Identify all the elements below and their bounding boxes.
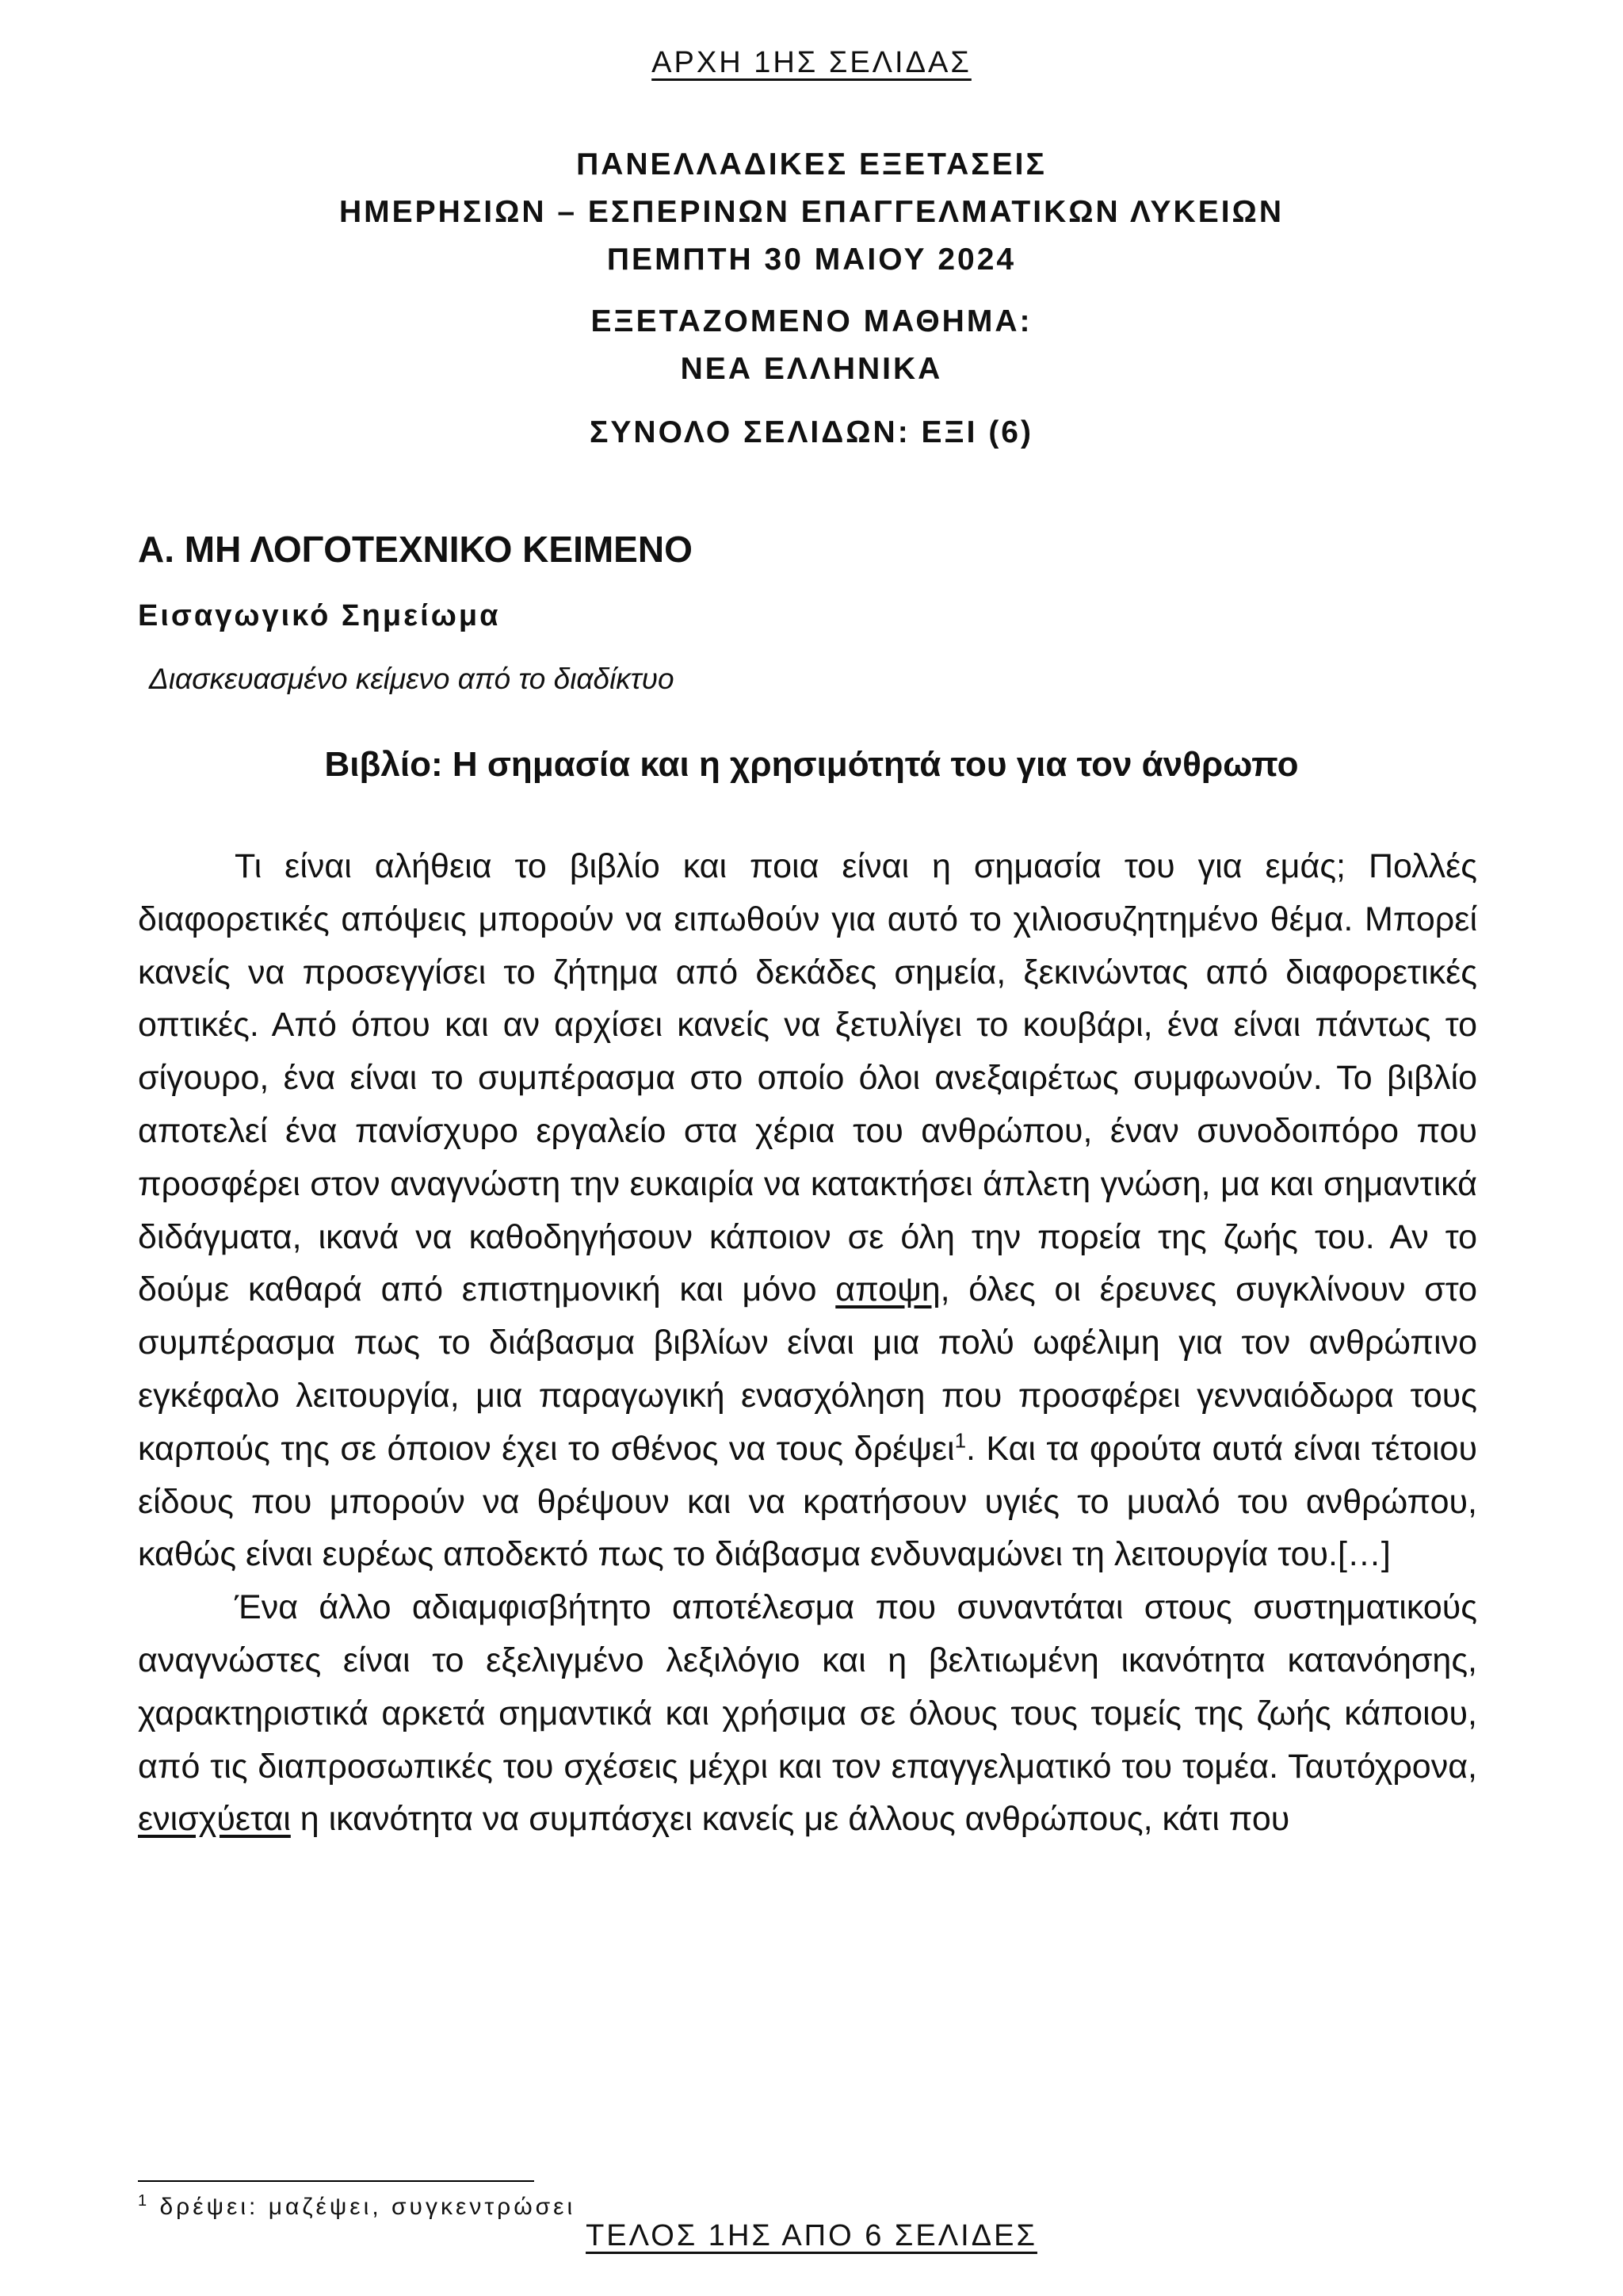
paragraph-2-text-b: η ικανότητα να συμπάσχει κανείς με άλλους ανθρώπους, κάτι που — [290, 1800, 1290, 1839]
footnote — [138, 2192, 575, 2221]
intro-label: Εισαγωγικό Σημείωμα — [138, 599, 501, 632]
article-body — [138, 840, 1477, 1846]
footnote-divider — [138, 2180, 534, 2182]
exam-subject-group — [0, 298, 1623, 393]
underlined-word-apopsi: αποψη — [835, 1270, 941, 1309]
paragraph-1-text-c: . Και τα φρούτα αυτά είναι τέτοιου είδους που μπορούν να θρέψουν και να κρατήσουν υγιές το μυαλό του ανθρώπου, καθώς είναι ευρέως αποδεκτό πως το διάβασμα ενδυναμώνει τη λειτουργία του.[…] — [138, 1429, 1477, 1574]
exam-title-line2: ΗΜΕΡΗΣΙΩΝ – ΕΣΠΕΡΙΝΩΝ ΕΠΑΓΓΕΛΜΑΤΙΚΩΝ ΛΥΚΕΙΩΝ — [339, 195, 1284, 229]
exam-pages-total: ΣΥΝΟΛΟ ΣΕΛΙΔΩΝ: ΕΞΙ (6) — [589, 415, 1033, 449]
source-note: Διασκευασμένο κείμενο από το διαδίκτυο — [149, 663, 674, 695]
page-header: ΑΡΧΗ 1ΗΣ ΣΕΛΙΔΑΣ — [651, 46, 972, 79]
footnote-mark: 1 — [138, 2192, 151, 2210]
section-title: Α. ΜΗ ΛΟΓΟΤΕΧΝΙΚΟ ΚΕΙΜΕΝΟ — [138, 529, 693, 570]
paragraph-1-text-a: Τι είναι αλήθεια το βιβλίο και ποια είναι η σημασία του για εμάς; Πολλές διαφορετικές απόψεις μπορούν να ειπωθούν για αυτό το χιλιοσυζητημένο θέμα. Μπορεί κανείς να προσεγγίσει το ζήτημα από δεκάδες σημεία, ξεκινώντας από διαφορετικές οπτικές. Από όπου και αν αρχίσει κανείς να ξετυλίγει το κουβάρι, ένα είναι πάντως το σίγουρο, ένα είναι το συμπέρασμα στο οποίο όλοι ανεξαιρέτως συμφωνούν. Το βιβλίο αποτελεί ένα πανίσχυρο εργαλείο στα χέρια του ανθρώπου, έναν συνοδοιπόρο που προσφέρει στον αναγνώστη την ευκαιρία να κατακτήσει άπλετη γνώση, μα και σημαντικά διδάγματα, ικανά να καθοδηγήσουν κάποιον σε όλη την πορεία της ζωής του. Αν το δούμε καθαρά από επιστημονική και μόνο — [138, 847, 1477, 1309]
paragraph-2-text-a: Ένα άλλο αδιαμφισβήτητο αποτέλεσμα που συναντάται στους συστηματικούς αναγνώστες είναι το εξελιγμένο λεξιλόγιο και η βελτιωμένη ικανότητα κατανόησης, χαρακτηριστικά αρκετά σημαντικά και χρήσιμα σε όλους τους τομείς της ζωής κάποιου, από τις διαπροσωπικές του σχέσεις μέχρι και τον επαγγελματικό του τομέα. Ταυτόχρονα, — [138, 1588, 1477, 1786]
exam-subject-label: ΕΞΕΤΑΖΟΜΕΝΟ ΜΑΘΗΜΑ: — [590, 304, 1033, 338]
page-footer: ΤΕΛΟΣ 1ΗΣ ΑΠΟ 6 ΣΕΛΙΔΕΣ — [586, 2219, 1037, 2252]
article-title: Βιβλίο: Η σημασία και η χρησιμότητά του για τον άνθρωπο — [324, 745, 1299, 784]
footnote-text: δρέψει: μαζέψει, συγκεντρώσει — [150, 2194, 576, 2220]
footnote-reference: 1 — [954, 1428, 967, 1453]
exam-header — [0, 141, 1623, 471]
exam-title-line1: ΠΑΝΕΛΛΑΔΙΚΕΣ ΕΞΕΤΑΣΕΙΣ — [576, 147, 1047, 181]
exam-title-group — [0, 141, 1623, 284]
exam-subject: ΝΕΑ ΕΛΛΗΝΙΚΑ — [680, 352, 943, 386]
paragraph-2 — [138, 1581, 1477, 1846]
exam-date: ΠΕΜΠΤΗ 30 ΜΑΙΟΥ 2024 — [606, 243, 1017, 277]
paragraph-1-text-b: , όλες οι έρευνες συγκλίνουν στο συμπέρασμα πως το διάβασμα βιβλίων είναι μια πολύ ωφέλιμη για τον ανθρώπινο εγκέφαλο λειτουργία, μια παραγωγική ενασχόληση που προσφέρει γενναιόδωρα τους καρπούς της σε όποιον έχει το σθένος να τους δρέψει — [138, 1270, 1478, 1468]
paragraph-1 — [138, 840, 1477, 1581]
underlined-word-enischyetai: ενισχύεται — [138, 1800, 291, 1839]
